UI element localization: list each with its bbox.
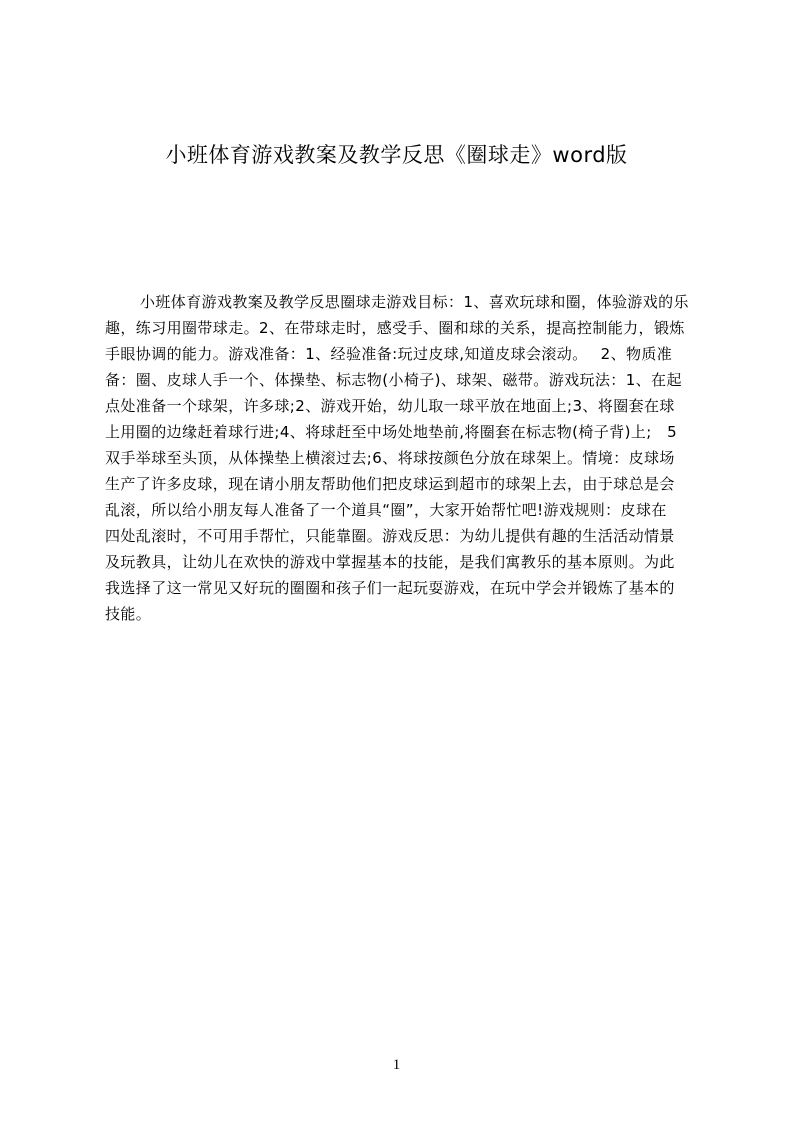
body-line: 乱滚，所以给小朋友每人准备了一个道具“圈”，大家开始帮忙吧!游戏规则：皮球在 bbox=[105, 501, 667, 519]
body-line: 备：圈、皮球人手一个、体操垫、标志物(小椅子)、球架、磁带。游戏玩法：1、在起 bbox=[105, 371, 682, 389]
body-paragraph bbox=[105, 289, 697, 627]
body-line: 及玩教具，让幼儿在欢快的游戏中掌握基本的技能，是我们寓教乐的基本原则。为此 bbox=[105, 553, 675, 571]
body-line: 趣，练习用圈带球走。2、在带球走时，感受手、圈和球的关系，提高控制能力，锻炼 bbox=[105, 319, 685, 337]
body-line: 点处准备一个球架，许多球;2、游戏开始，幼儿取一球平放在地面上;3、将圈套在球 bbox=[105, 397, 675, 415]
body-line: 上用圈的边缘赶着球行进;4、将球赶至中场处地垫前,将圈套在标志物(椅子背)上; 5 bbox=[105, 423, 678, 441]
body-line: 四处乱滚时，不可用手帮忙，只能靠圈。游戏反思：为幼儿提供有趣的生活活动情景 bbox=[105, 527, 675, 545]
body-line: 生产了许多皮球，现在请小朋友帮助他们把皮球运到超市的球架上去，由于球总是会 bbox=[105, 475, 675, 493]
body-line: 手眼协调的能力。游戏准备：1、经验准备:玩过皮球,知道皮球会滚动。 2、物质准 bbox=[105, 345, 673, 363]
body-line: 双手举球至头顶，从体操垫上横滚过去;6、将球按颜色分放在球架上。情境：皮球场 bbox=[105, 449, 675, 467]
document-title: 小班体育游戏教案及教学反思《圈球走》word版 bbox=[165, 143, 628, 167]
body-line: 技能。 bbox=[105, 605, 152, 623]
body-line: 我选择了这一常见又好玩的圈圈和孩子们一起玩耍游戏，在玩中学会并锻炼了基本的 bbox=[105, 579, 675, 597]
body-line: 小班体育游戏教案及教学反思圈球走游戏目标：1、喜欢玩球和圈，体验游戏的乐 bbox=[140, 293, 689, 311]
page-number: 1 bbox=[392, 1057, 401, 1073]
